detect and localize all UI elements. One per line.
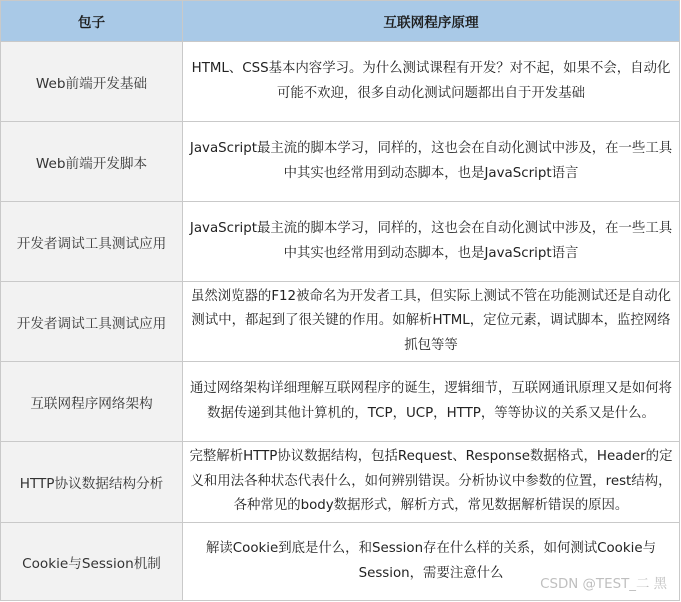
description-cell: 通过网络架构详细理解互联网程序的诞生，逻辑细节，互联网通讯原理又是如何将数据传递到其他计算机的，TCP，UCP，HTTP，等等协议的关系又是什么。 xyxy=(183,362,680,442)
header-row xyxy=(1,1,680,42)
description-cell: 虽然浏览器的F12被命名为开发者工具，但实际上测试不管在功能测试还是自动化测试中，都起到了很关键的作用。如解析HTML，定位元素，调试脚本，监控网络抓包等等 xyxy=(183,282,680,362)
csdn-watermark: CSDN @TEST_二 黑 xyxy=(540,577,667,592)
table-row xyxy=(1,42,680,122)
package-cell: 开发者调试工具测试应用 xyxy=(1,282,183,362)
package-cell: Web前端开发脚本 xyxy=(1,122,183,202)
table-row xyxy=(1,282,680,362)
package-cell: 互联网程序网络架构 xyxy=(1,362,183,442)
description-cell: JavaScript最主流的脚本学习，同样的，这也会在自动化测试中涉及，在一些工具中其实也经常用到动态脚本，也是JavaScript语言 xyxy=(183,122,680,202)
table-row xyxy=(1,202,680,282)
description-cell: JavaScript最主流的脚本学习，同样的，这也会在自动化测试中涉及，在一些工具中其实也经常用到动态脚本，也是JavaScript语言 xyxy=(183,202,680,282)
package-cell: 开发者调试工具测试应用 xyxy=(1,202,183,282)
package-cell: Web前端开发基础 xyxy=(1,42,183,122)
table-row xyxy=(1,362,680,442)
column-header-principle: 互联网程序原理 xyxy=(183,1,680,42)
column-header-package: 包子 xyxy=(1,1,183,42)
table-row xyxy=(1,442,680,523)
description-cell: 完整解析HTTP协议数据结构，包括Request、Response数据格式，Header的定义和用法各种状态代表什么，如何辨别错误。分析协议中参数的位置，rest结构，各种常见的body数据形式，解析方式，常见数据解析错误的原因。 xyxy=(183,442,680,523)
table-row xyxy=(1,122,680,202)
package-cell: Cookie与Session机制 xyxy=(1,523,183,601)
description-cell: 解读Cookie到底是什么，和Session存在什么样的关系，如何测试Cookie与Session，需要注意什么 xyxy=(183,523,680,601)
package-cell: HTTP协议数据结构分析 xyxy=(1,442,183,523)
description-cell: HTML、CSS基本内容学习。为什么测试课程有开发？对不起，如果不会，自动化可能不欢迎，很多自动化测试问题都出自于开发基础 xyxy=(183,42,680,122)
